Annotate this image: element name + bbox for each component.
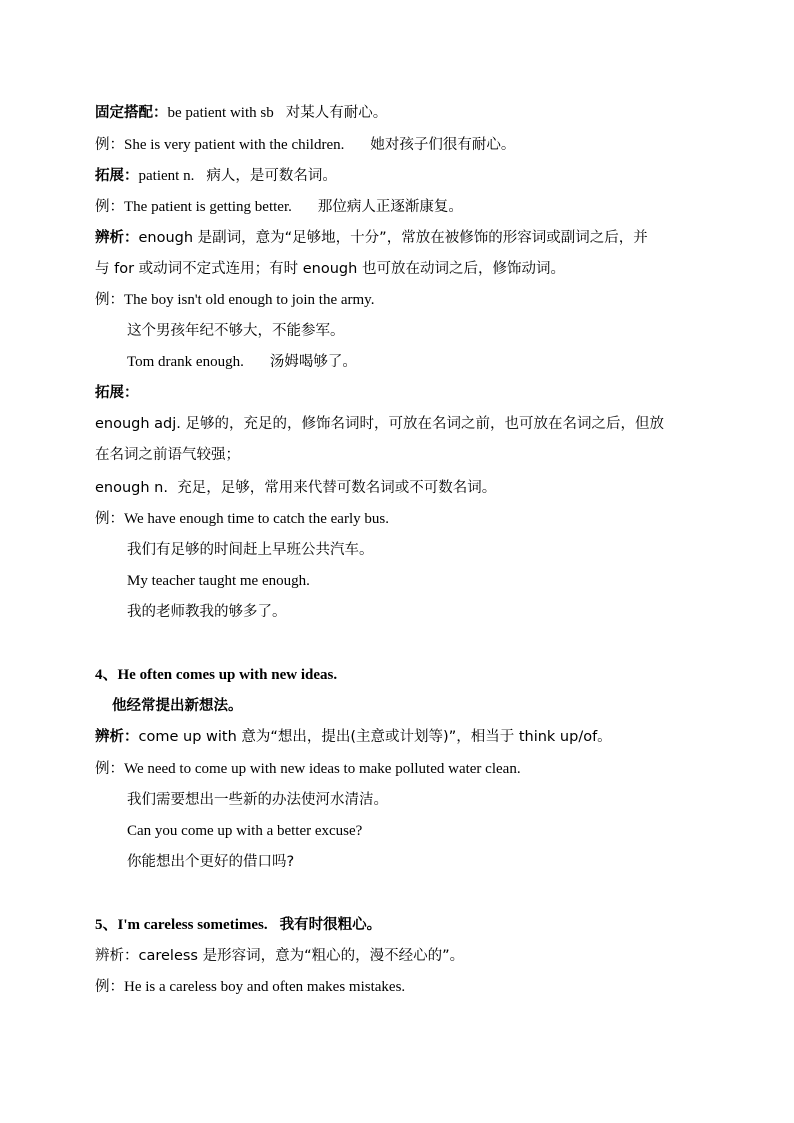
english-sentence: The boy isn't old enough to join the army. xyxy=(124,292,375,308)
analysis-text: careless 是形容词，意为“粗心的，漫不经心的”。 xyxy=(138,948,465,964)
chinese-translation: 这个男孩年纪不够大，不能参军。 xyxy=(127,323,345,339)
extension-line xyxy=(95,167,337,187)
chinese-translation: 我的老师教我的够多了。 xyxy=(127,604,287,620)
english-sentence: Tom drank enough. xyxy=(127,354,244,370)
section-4-translation: 他经常提出新想法。 xyxy=(112,698,243,714)
label: 辨析： xyxy=(95,729,139,745)
example-line xyxy=(95,978,405,998)
english-word: patient n. xyxy=(138,168,195,184)
label: 例： xyxy=(95,979,124,995)
label: 例： xyxy=(95,199,124,215)
english-sentence: We need to come up with new ideas to make polluted water clean. xyxy=(124,761,521,777)
chinese-translation: 你能想出个更好的借口吗? xyxy=(127,854,295,870)
label: 例： xyxy=(95,511,124,527)
english-phrase: be patient with sb xyxy=(167,105,274,121)
english-sentence: My teacher taught me enough. xyxy=(127,573,310,589)
example-line xyxy=(95,198,463,218)
analysis-text: 与 for 或动词不定式连用；有时 enough 也可放在动词之后，修饰动词。 xyxy=(95,261,565,277)
section-4-heading: 4、He often comes up with new ideas. xyxy=(95,667,338,683)
fixed-collocation-line xyxy=(95,104,387,124)
chinese-translation: 我们有足够的时间赶上早班公共汽车。 xyxy=(127,542,374,558)
english-sentence: Can you come up with a better excuse? xyxy=(127,823,363,839)
example-line xyxy=(95,291,374,311)
extension-heading: 拓展： xyxy=(95,385,139,401)
extension-text: enough adj. 足够的，充足的，修饰名词时，可放在名词之前，也可放在名词之后，但放 xyxy=(95,416,665,432)
analysis-line xyxy=(95,229,648,249)
english-sentence: She is very patient with the children. xyxy=(124,137,345,153)
example-line xyxy=(95,510,389,530)
chinese-meaning: 对某人有耐心。 xyxy=(285,105,388,121)
example-line xyxy=(95,760,521,780)
chinese-meaning: 病人，是可数名词。 xyxy=(206,168,337,184)
label: 固定搭配： xyxy=(95,105,168,121)
extension-text-cont: 在名词之前语气较强； xyxy=(95,447,240,463)
label: 例： xyxy=(95,761,124,777)
label: 辨析： xyxy=(95,948,139,964)
example-line xyxy=(95,136,515,156)
label: 例： xyxy=(95,137,124,153)
analysis-line xyxy=(95,728,612,748)
chinese-translation: 那位病人正逐渐康复。 xyxy=(317,199,463,215)
english-sentence: We have enough time to catch the early bus. xyxy=(124,511,389,527)
label: 拓展： xyxy=(95,168,139,184)
analysis-line xyxy=(95,947,464,967)
analysis-text: enough 是副词，意为“足够地，十分”，常放在被修饰的形容词或副词之后，并 xyxy=(138,230,648,246)
english-sentence: He is a careless boy and often makes mistakes. xyxy=(124,979,406,995)
label: 例： xyxy=(95,292,124,308)
chinese-translation: 她对孩子们很有耐心。 xyxy=(370,137,516,153)
analysis-text: come up with 意为“想出，提出(主意或计划等)”，相当于 think up/of。 xyxy=(138,729,612,745)
english-heading: 5、I'm careless sometimes. xyxy=(95,917,268,933)
chinese-heading: 我有时很粗心。 xyxy=(279,917,382,933)
chinese-translation: 我们需要想出一些新的办法使河水清洁。 xyxy=(127,792,388,808)
analysis-line-cont xyxy=(95,260,565,280)
example-line xyxy=(127,353,357,373)
extension-text: enough n. 充足，足够，常用来代替可数名词或不可数名词。 xyxy=(95,480,497,496)
english-sentence: The patient is getting better. xyxy=(124,199,292,215)
chinese-translation: 汤姆喝够了。 xyxy=(269,354,357,370)
label: 辨析： xyxy=(95,230,139,246)
section-5-heading xyxy=(95,916,381,936)
